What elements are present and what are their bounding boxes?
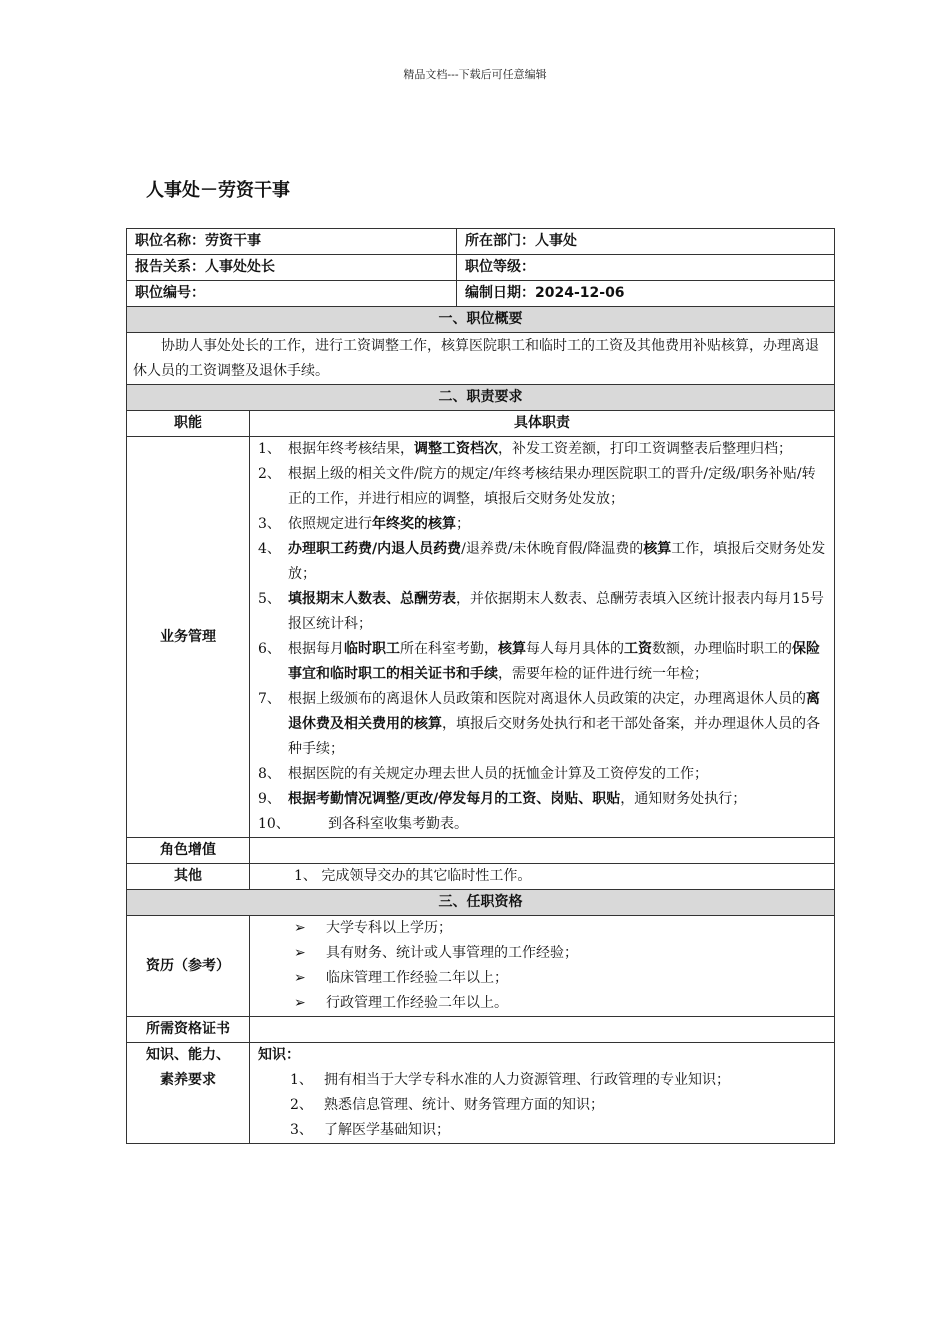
duty-text: 临时职工 [344, 641, 400, 657]
duty-text: 根据每月 [288, 641, 344, 657]
document-title: 人事处－劳资干事 [146, 180, 290, 201]
department-cell: 所在部门：人事处 [457, 229, 835, 255]
other-text: 1、 完成领导交办的其它临时性工作。 [250, 864, 835, 890]
knowledge-item [290, 1093, 826, 1118]
knowledge-cell [250, 1043, 835, 1144]
duty-item [258, 687, 826, 762]
duty-text: 核算 [643, 541, 672, 557]
duty-item [258, 637, 826, 687]
education-cell [250, 916, 835, 1017]
duty-text: ，并依据期末人数表、总酬劳表填入区统计报表内每月15号报区统计科； [288, 591, 824, 632]
duty-text: ，补发工资差额，打印工资调整表后整理归档； [498, 441, 792, 457]
duty-number: 1、 [258, 441, 281, 457]
duty-text: 根据考勤情况调整/更改/停发每月的工资、岗贴、职贴 [288, 791, 621, 807]
job-description-table [126, 228, 835, 1144]
duty-item [258, 587, 826, 637]
knowledge-text: 了解医学基础知识； [324, 1122, 450, 1138]
duty-text: 根据医院的有关规定办理去世人员的抚恤金计算及工资停发的工作； [288, 766, 708, 782]
education-item [294, 966, 826, 991]
duty-text: 根据年终考核结果， [288, 441, 414, 457]
duty-number: 8、 [258, 766, 281, 782]
business-label: 业务管理 [127, 437, 250, 838]
knowledge-label [127, 1043, 250, 1144]
duty-text: 年终奖的核算 [372, 516, 456, 532]
duty-number: 5、 [258, 591, 281, 607]
job-name-cell: 职位名称：劳资干事 [127, 229, 457, 255]
education-list [258, 916, 826, 1016]
duty-number: 6、 [258, 641, 281, 657]
education-text: 临床管理工作经验二年以上； [326, 970, 508, 986]
knowledge-number: 1、 [290, 1072, 313, 1088]
job-code-cell: 职位编号： [127, 281, 457, 307]
duty-text: 调整工资档次 [414, 441, 498, 457]
duty-text: 核算 [498, 641, 526, 657]
duty-item [258, 512, 826, 537]
arrow-bullet-icon: ➢ [294, 920, 306, 936]
duty-text: ，填报后交财务处执行和老干部处备案，并办理退休人员的各种手续； [288, 716, 820, 757]
duty-text: 数额，办理临时职工的 [652, 641, 792, 657]
duties-list [258, 437, 826, 837]
education-label: 资历（参考） [127, 916, 250, 1017]
section-overview: 一、职位概要 [127, 307, 835, 333]
knowledge-label-line1: 知识、能力、 [146, 1047, 230, 1063]
duty-number: 4、 [258, 541, 281, 557]
arrow-bullet-icon: ➢ [294, 945, 306, 961]
duty-text: 工作，填报后交财务处发放； [288, 541, 826, 582]
knowledge-heading: 知识： [258, 1047, 300, 1063]
knowledge-item [290, 1068, 826, 1093]
duty-item [258, 437, 826, 462]
education-text: 具有财务、统计或人事管理的工作经验； [326, 945, 578, 961]
knowledge-text: 拥有相当于大学专科水准的人力资源管理、行政管理的专业知识； [324, 1072, 730, 1088]
duty-text: ； [456, 516, 470, 532]
duty-text: 填报期末人数表、总酬劳表 [288, 591, 456, 607]
knowledge-list [258, 1068, 826, 1143]
knowledge-label-line2: 素养要求 [160, 1072, 216, 1088]
role-value-cell [250, 838, 835, 864]
duty-text: 根据上级颁布的离退休人员政策和医院对离退休人员政策的决定，办理离退休人员的 [288, 691, 806, 707]
section-duties: 二、职责要求 [127, 385, 835, 411]
knowledge-number: 2、 [290, 1097, 313, 1113]
duty-text: ，通知财务处执行； [620, 791, 747, 807]
business-duties-cell [250, 437, 835, 838]
level-cell: 职位等级： [457, 255, 835, 281]
duty-text: ，需要年检的证件进行统一年检； [498, 666, 708, 682]
role-value-label: 角色增值 [127, 838, 250, 864]
duty-text: 到各科室收集考勤表。 [328, 816, 468, 832]
duty-text: 每人每月具体的 [526, 641, 624, 657]
arrow-bullet-icon: ➢ [294, 970, 306, 986]
arrow-bullet-icon: ➢ [294, 995, 306, 1011]
column-detail: 具体职责 [250, 411, 835, 437]
duty-item [258, 812, 826, 837]
header-note: 精品文档---下载后可任意编辑 [403, 68, 547, 81]
duty-number: 9、 [258, 791, 281, 807]
other-label: 其他 [127, 864, 250, 890]
duty-text: /退养费/未休晚育假/降温费的 [461, 541, 644, 557]
duty-item [258, 787, 826, 812]
education-text: 行政管理工作经验二年以上。 [326, 995, 508, 1011]
report-to-cell: 报告关系：人事处处长 [127, 255, 457, 281]
section-qualifications: 三、任职资格 [127, 890, 835, 916]
duty-number: 7、 [258, 691, 281, 707]
duty-text: 离退休费及相关费用的核算 [288, 691, 820, 732]
duty-item [258, 462, 826, 512]
duty-text: 根据上级的相关文件/院方的规定/年终考核结果办理医院职工的晋升/定级/职务补贴/转正的工作，并进行相应的调整，填报后交财务处发放； [288, 466, 816, 507]
education-item [294, 941, 826, 966]
education-text: 大学专科以上学历； [326, 920, 452, 936]
duty-text: 工资 [624, 641, 652, 657]
column-function: 职能 [127, 411, 250, 437]
duty-text: 所在科室考勤， [400, 641, 498, 657]
duty-number: 2、 [258, 466, 281, 482]
certificate-label: 所需资格证书 [127, 1017, 250, 1043]
duty-item [258, 537, 826, 587]
knowledge-text: 熟悉信息管理、统计、财务管理方面的知识； [324, 1097, 604, 1113]
date-cell: 编制日期：2024-12-06 [457, 281, 835, 307]
duty-item [258, 762, 826, 787]
duty-text: 依照规定进行 [288, 516, 372, 532]
certificate-cell [250, 1017, 835, 1043]
knowledge-number: 3、 [290, 1122, 313, 1138]
duty-text: 保险事宜和临时职工的相关证书和手续 [288, 641, 820, 682]
knowledge-item [290, 1118, 826, 1143]
duty-number: 3、 [258, 516, 281, 532]
overview-text: 协助人事处处长的工作，进行工资调整工作，核算医院职工和临时工的工资及其他费用补贴核算，办理离退休人员的工资调整及退休手续。 [127, 333, 835, 385]
duty-text: 办理职工药费/内退人员药费 [288, 541, 462, 557]
education-item [294, 916, 826, 941]
education-item [294, 991, 826, 1016]
duty-number: 10、 [258, 816, 290, 832]
